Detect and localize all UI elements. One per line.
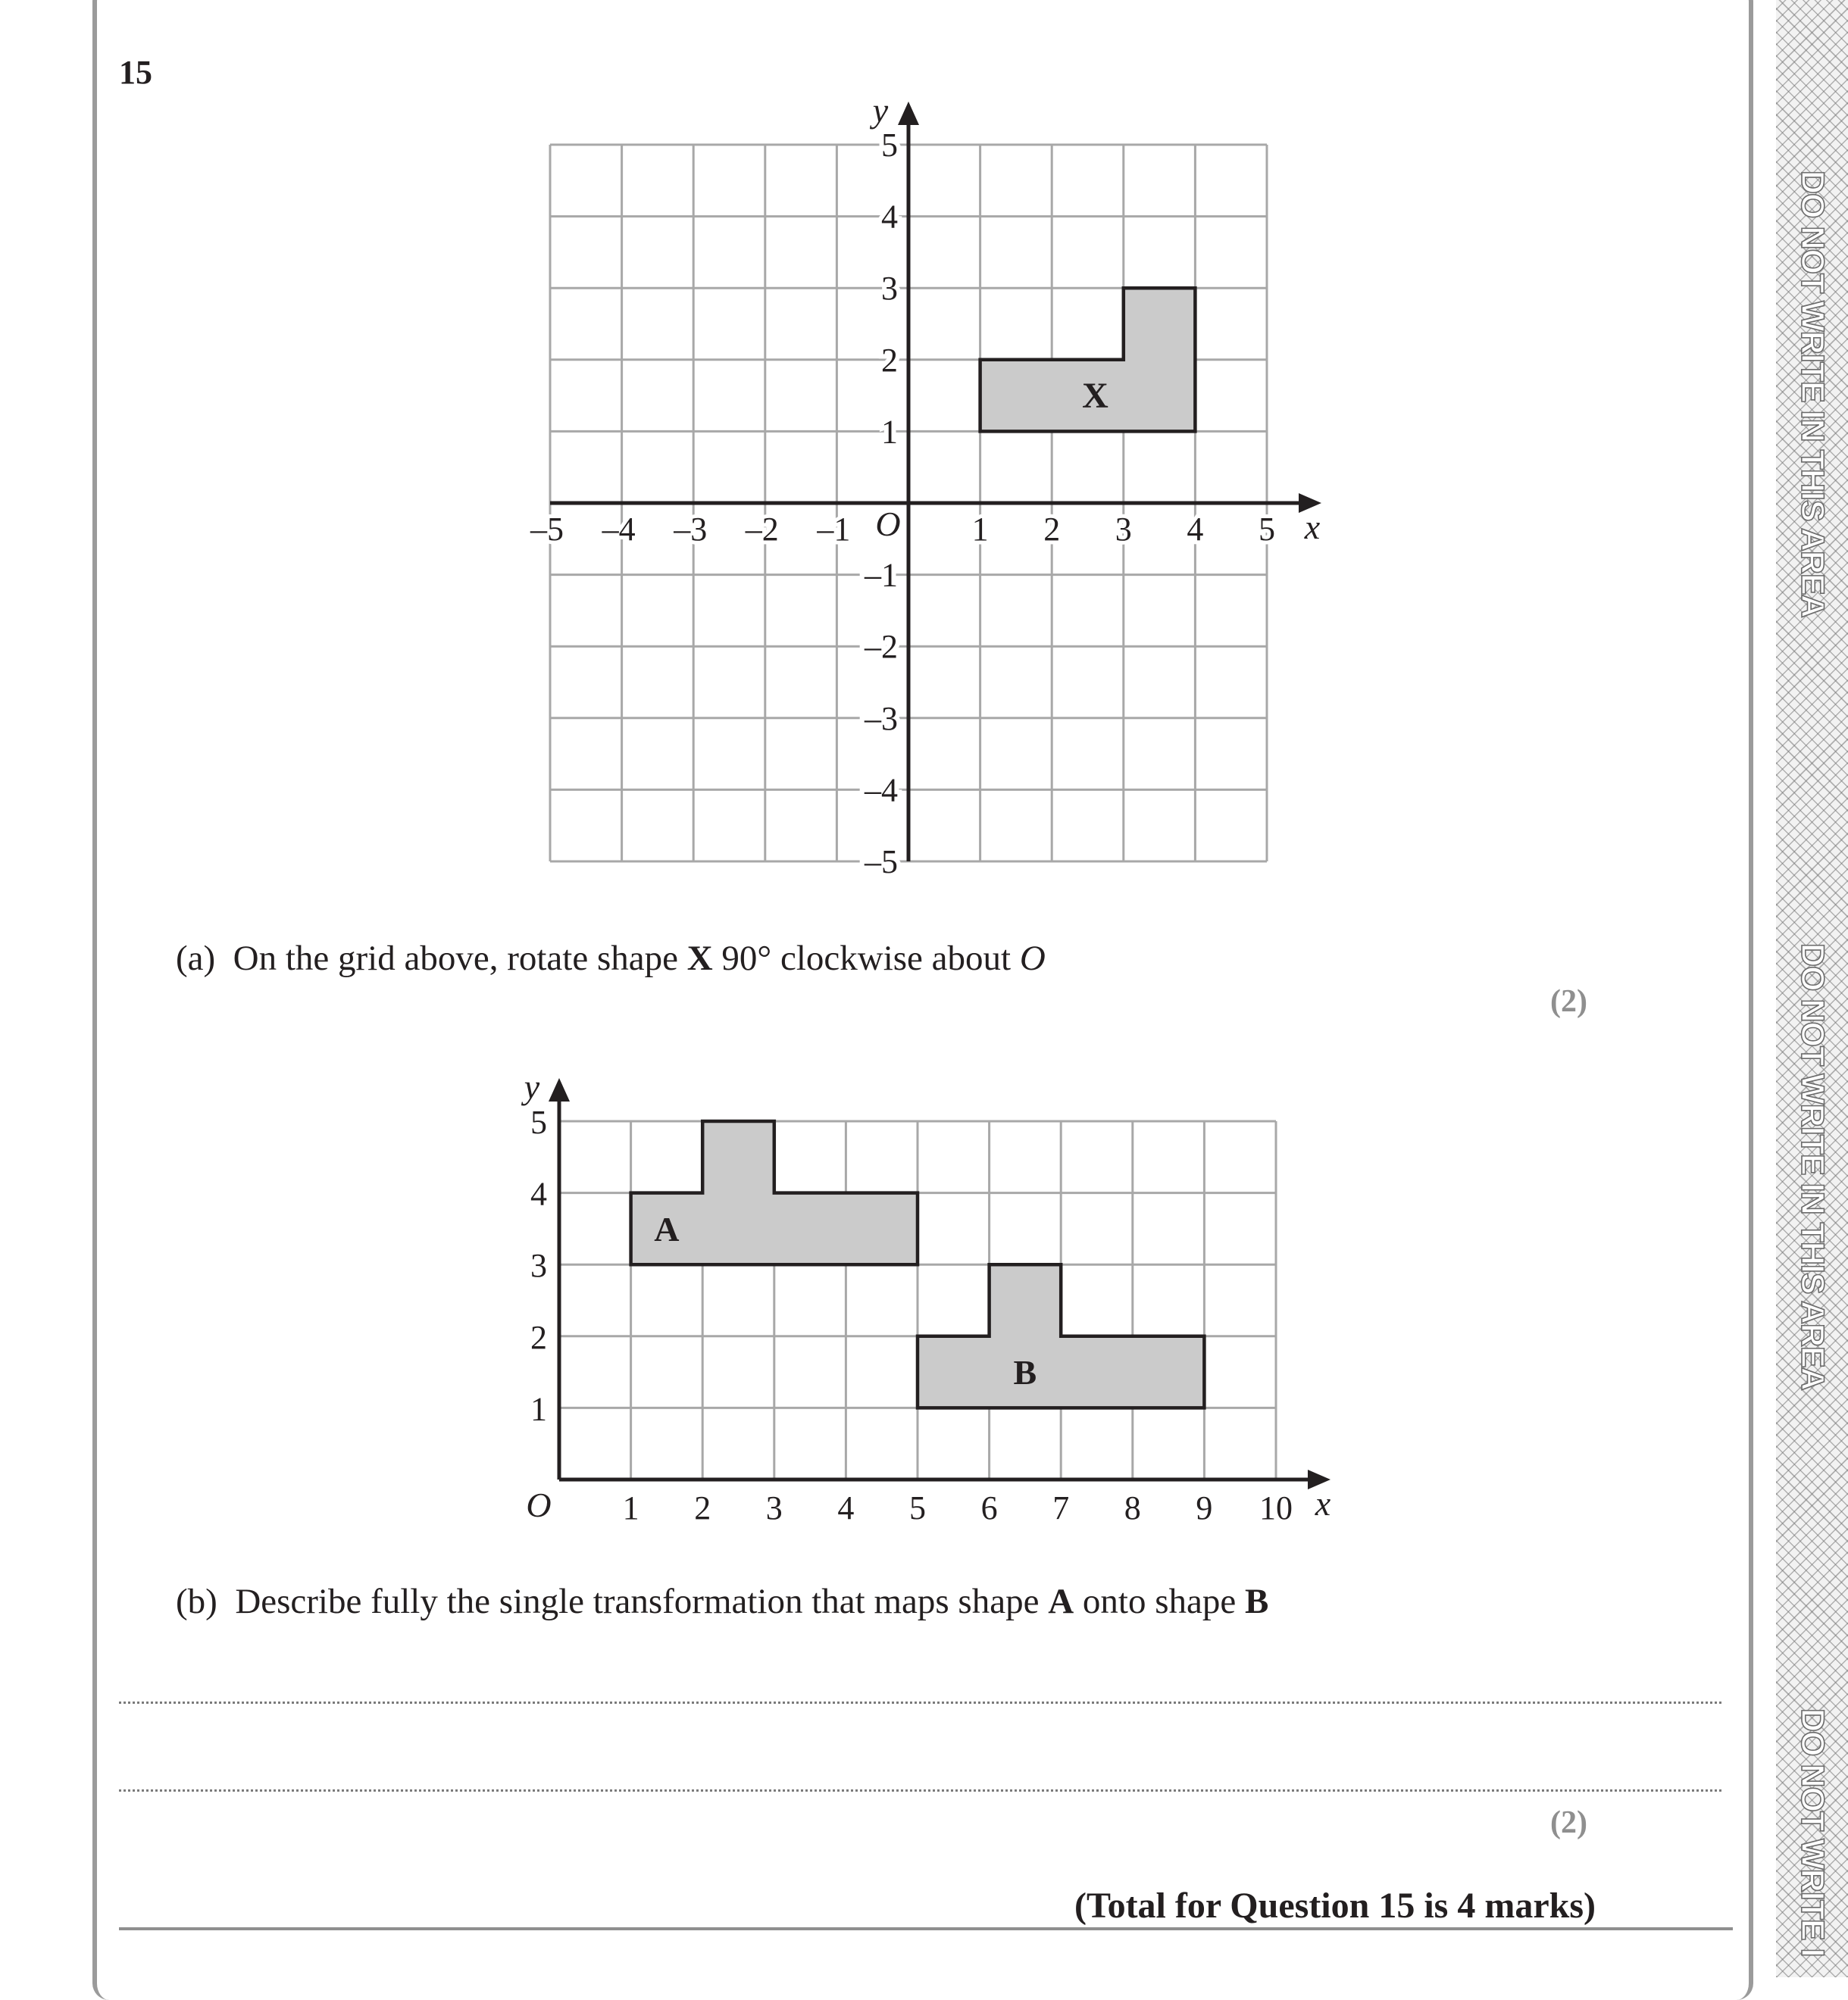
part-a-text-1: On the grid above, rotate shape [233,939,687,978]
y-tick-label: 5 [530,1104,547,1141]
x-tick-label: 5 [1259,511,1275,548]
part-b-shape-1: A [1048,1582,1074,1621]
x-tick-label: 1 [971,511,989,548]
y-tick-label: –5 [865,843,898,880]
x-tick-label: 3 [1115,511,1132,548]
x-axis-label: x [1315,1484,1331,1523]
part-b-shape-2: B [1244,1582,1269,1621]
part-b-question [176,1581,1268,1622]
x-tick-label: 4 [837,1489,855,1527]
y-tick-label: 3 [530,1247,547,1285]
x-tick-label: 5 [909,1489,926,1527]
x-tick-label: 6 [980,1489,998,1527]
shape-b [918,1264,1204,1408]
y-tick-label: –1 [865,556,898,594]
x-tick-label: –3 [674,511,708,548]
y-axis-label: y [524,1067,540,1106]
part-b-text-2: onto shape [1074,1582,1245,1621]
shape-b-label: B [1013,1353,1037,1392]
x-tick-label: –2 [745,511,779,548]
y-tick-label: 4 [530,1175,547,1213]
x-tick-label: –4 [602,511,636,548]
y-tick-label: 1 [530,1390,547,1428]
margin-warning-text: DO NOT WRITE I [1794,1708,1831,1957]
x-tick-label: 1 [622,1489,639,1527]
part-a-shape: X [686,939,713,978]
part-a-marks: (2) [1550,984,1587,1019]
y-tick-label: 4 [881,198,898,236]
x-tick-label: 9 [1196,1489,1213,1527]
y-tick-label: 5 [881,127,898,164]
x-tick-label: 2 [1043,511,1061,548]
y-axis-arrow-icon [549,1078,570,1102]
origin-label: O [875,505,901,543]
y-tick-label: 3 [881,270,898,308]
x-tick-label: 4 [1187,511,1204,548]
x-tick-label: 10 [1259,1489,1293,1527]
footer-rule [119,1927,1733,1930]
part-a-text-2: 90° clockwise about [712,939,1020,978]
margin-warning-text: DO NOT WRITE IN THIS AREA [1794,170,1831,617]
answer-line-2[interactable] [119,1789,1721,1792]
x-tick-label: 7 [1052,1489,1070,1527]
y-axis-label: y [872,91,889,130]
part-b-marks: (2) [1550,1805,1587,1840]
x-axis-label: x [1304,508,1321,546]
x-tick-label: 8 [1124,1489,1141,1527]
part-b-text-1: Describe fully the single transformation that maps shape [235,1582,1049,1621]
y-tick-label: –2 [865,628,898,666]
x-tick-label: –1 [817,511,851,548]
y-tick-label: 2 [881,341,898,379]
x-tick-label: 3 [765,1489,783,1527]
y-tick-label: 1 [881,413,898,451]
shape-x-label: X [1082,376,1108,417]
x-tick-label: –5 [530,511,564,548]
y-tick-label: –3 [865,699,898,737]
x-tick-label: 2 [694,1489,711,1527]
shape-a-label: A [654,1209,680,1248]
question-number: 15 [119,54,152,91]
origin-label: O [526,1486,552,1524]
part-b-label: (b) [176,1582,217,1621]
part-a-point: O [1019,939,1046,978]
margin-warning-text: DO NOT WRITE IN THIS AREA [1794,943,1831,1390]
question-total: (Total for Question 15 is 4 marks) [1074,1886,1596,1926]
y-tick-label: 2 [530,1318,547,1356]
answer-line-1[interactable] [119,1702,1721,1704]
y-tick-label: –4 [865,771,898,809]
part-a-label: (a) [176,939,216,978]
